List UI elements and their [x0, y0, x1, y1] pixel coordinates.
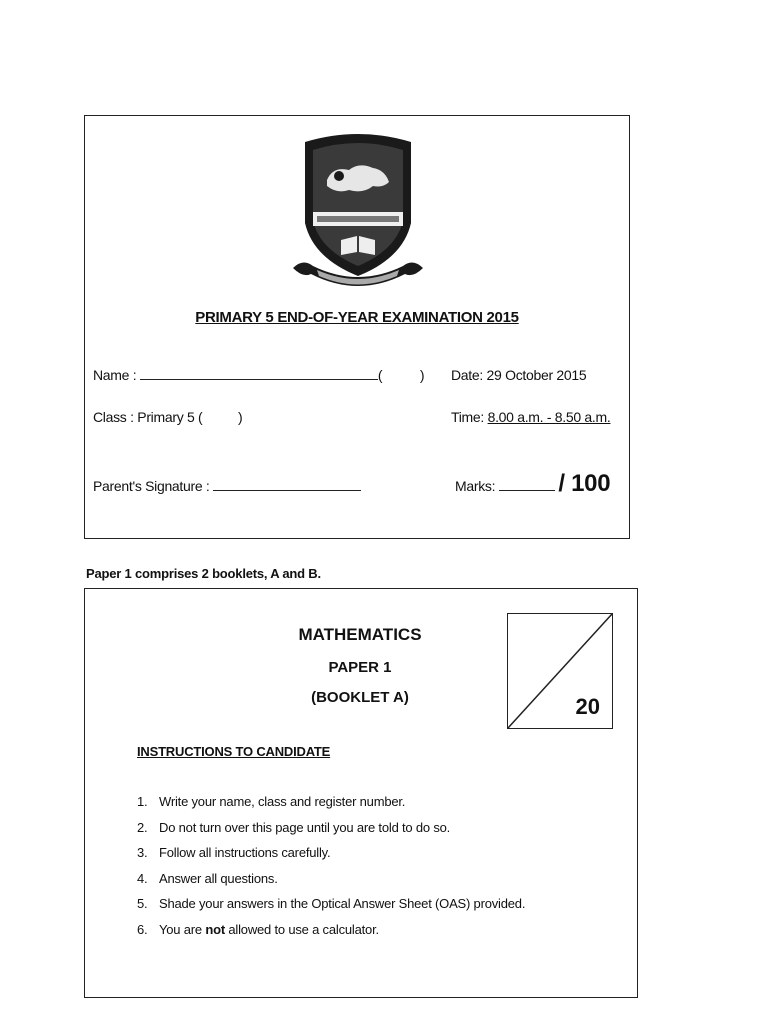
class-label: Class : Primary 5 (	[93, 409, 203, 425]
time-row	[451, 409, 610, 425]
name-field[interactable]	[140, 367, 378, 380]
list-item: 6. You are not allowed to use a calculator.	[137, 921, 379, 937]
list-item: 5. Shade your answers in the Optical Answer Sheet (OAS) provided.	[137, 896, 526, 912]
name-label: Name :	[93, 367, 137, 383]
instructions-heading: INSTRUCTIONS TO CANDIDATE	[137, 744, 331, 759]
time-value: 8.00 a.m. - 8.50 a.m.	[487, 409, 611, 425]
register-number-field[interactable]	[386, 368, 420, 380]
class-field[interactable]	[206, 410, 238, 422]
signature-label: Parent's Signature :	[93, 478, 210, 494]
paper-note: Paper 1 comprises 2 booklets, A and B.	[86, 566, 321, 581]
marks-row	[455, 470, 610, 498]
marks-total: / 100	[558, 470, 611, 497]
signature-field[interactable]	[213, 478, 361, 491]
list-item: 2. Do not turn over this page until you are told to do so.	[137, 819, 451, 835]
list-item: 3. Follow all instructions carefully.	[137, 845, 331, 861]
paper-title: PAPER 1	[328, 659, 392, 676]
booklet-title: (BOOKLET A)	[311, 689, 409, 706]
register-paren-open: (	[377, 367, 383, 383]
subject-title: MATHEMATICS	[298, 625, 422, 644]
booklet-box	[84, 588, 638, 998]
class-paren-close: )	[238, 409, 243, 425]
instructions-list	[137, 794, 525, 948]
cover-header-box	[84, 115, 630, 539]
exam-title: PRIMARY 5 END-OF-YEAR EXAMINATION 2015	[195, 309, 519, 326]
score-box	[507, 613, 613, 729]
class-row	[93, 409, 242, 425]
marks-label: Marks:	[455, 478, 496, 494]
list-item: 1. Write your name, class and register number.	[137, 794, 406, 809]
exam-date: Date: 29 October 2015	[451, 367, 587, 383]
list-item: 4. Answer all questions.	[137, 870, 278, 886]
name-row	[93, 367, 424, 383]
marks-field[interactable]	[499, 478, 555, 491]
time-label: Time:	[451, 409, 484, 425]
signature-row	[93, 478, 361, 494]
school-crest-icon	[293, 128, 423, 286]
score-max: 20	[575, 694, 600, 719]
register-paren-close: )	[419, 367, 425, 383]
